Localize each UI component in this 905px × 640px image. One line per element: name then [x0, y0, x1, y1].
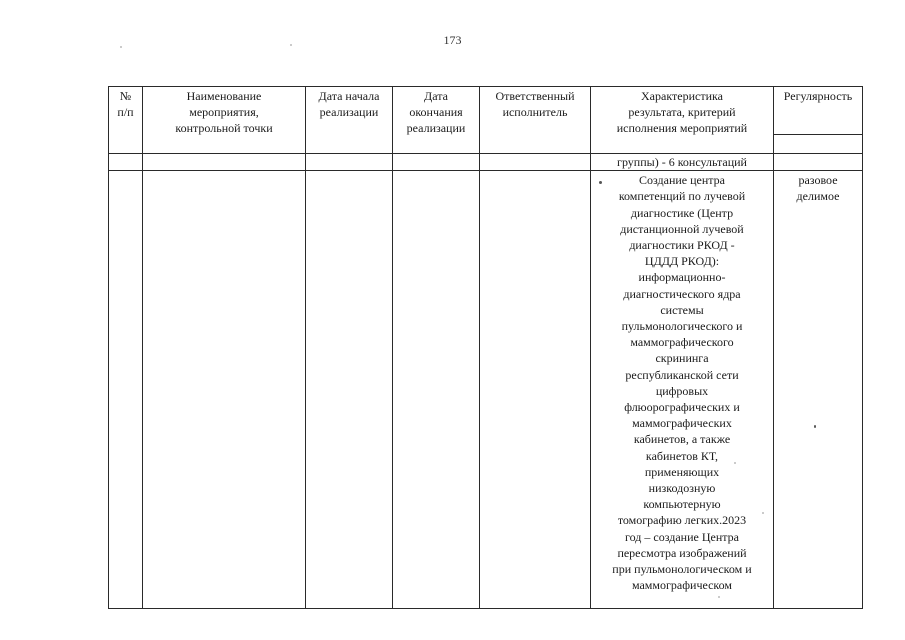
cont-cell-end [393, 154, 480, 171]
scan-speck [290, 44, 292, 46]
row-end-date [393, 171, 480, 609]
header-characteristic: Характеристика результата, критерий исполнения мероприятий [591, 87, 774, 154]
row-regularity: разовое делимое [774, 171, 863, 609]
cont-cell-regularity [774, 154, 863, 171]
cont-cell-executor [480, 154, 591, 171]
cont-cell-characteristic: группы) - 6 консультаций [591, 154, 774, 171]
table-header-row [109, 87, 863, 135]
header-name: Наименование мероприятия, контрольной точки [143, 87, 306, 154]
cont-cell-name [143, 154, 306, 171]
cont-cell-number [109, 154, 143, 171]
page-number: 173 [443, 33, 462, 47]
row-name [143, 171, 306, 609]
table-row [109, 171, 863, 609]
header-start-date: Дата начала реализации [306, 87, 393, 154]
scan-speck [814, 425, 816, 428]
scan-speck [599, 181, 602, 184]
scan-speck [762, 512, 764, 514]
row-number [109, 171, 143, 609]
row-characteristic: Создание центра компетенций по лучевой диагностике (Центр дистанционной лучевой диагностики РКОД - ЦДДД РКОД): информационно- диагностического ядра системы пульмонологического и маммографического скрининга республиканской сети цифровых флюорографических и маммографических кабинетов, а также кабинетов КТ, применяющих низкодозную компьютерную томографию легких.2023 год – создание Центра пересмотра изображений при пульмонологическом и маммографическом [591, 171, 774, 609]
header-regularity-sub [774, 135, 863, 154]
continuation-row [109, 154, 863, 171]
header-executor: Ответственный исполнитель [480, 87, 591, 154]
header-end-date: Дата окончания реализации [393, 87, 480, 154]
header-number: № п/п [109, 87, 143, 154]
measures-table [108, 86, 863, 609]
scan-speck [120, 46, 122, 48]
row-start-date [306, 171, 393, 609]
cont-cell-start [306, 154, 393, 171]
scan-speck [734, 462, 736, 464]
row-executor [480, 171, 591, 609]
header-regularity: Регулярность [774, 87, 863, 135]
scan-speck [718, 596, 720, 598]
